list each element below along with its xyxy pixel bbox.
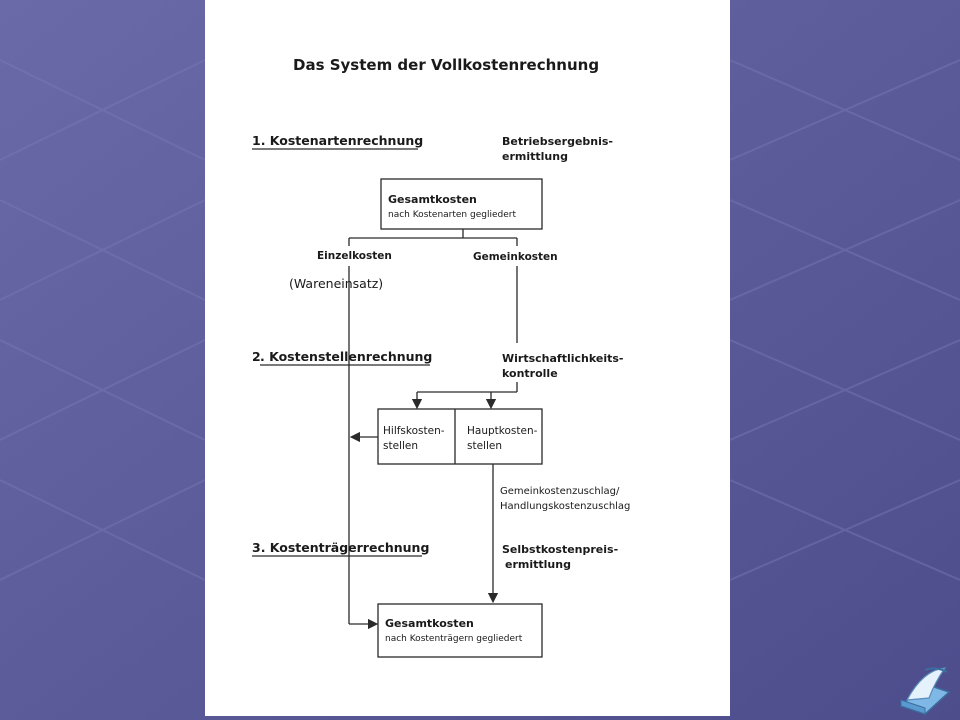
gemeinkosten-label: Gemeinkosten (473, 251, 558, 263)
betriebsergebnis-label-2: ermittlung (502, 150, 568, 163)
wirtschaftlichkeit-label-1: Wirtschaftlichkeits- (502, 352, 624, 365)
gesamtkosten-bottom-title: Gesamtkosten (385, 617, 474, 630)
gesamtkosten-top-title: Gesamtkosten (388, 193, 477, 206)
gesamtkosten-top-subtitle: nach Kostenarten gegliedert (388, 210, 516, 220)
section-1-label: 1. Kostenartenrechnung (252, 133, 424, 148)
zuschlag-label-1: Gemeinkostenzuschlag/ (500, 486, 620, 497)
wirtschaftlichkeit-label-2: kontrolle (502, 367, 558, 380)
selbstkosten-label-2: ermittlung (505, 558, 571, 571)
section-2-number: 2 (252, 349, 261, 364)
section-2-label: . Kostenstellenrechnung (260, 349, 433, 364)
hauptkostenstellen-label-1: Hauptkosten- (467, 425, 538, 437)
diagram-title: Das System der Vollkostenrechnung (293, 56, 600, 74)
gesamtkosten-kostentraeger-box (378, 604, 542, 657)
hauptkostenstellen-label-2: stellen (467, 440, 502, 452)
selbstkosten-label-1: Selbstkostenpreis- (502, 543, 619, 556)
section-3-label: 3. Kostenträgerrechnung (252, 540, 430, 555)
wareneinsatz-label: (Wareneinsatz) (289, 276, 384, 291)
hilfskostenstellen-label-1: Hilfskosten- (383, 425, 445, 437)
hilfskostenstellen-label-2: stellen (383, 440, 418, 452)
book-icon (895, 662, 953, 716)
document-page (205, 0, 730, 716)
betriebsergebnis-label-1: Betriebsergebnis- (502, 135, 613, 148)
cost-accounting-diagram (205, 0, 730, 716)
einzelkosten-label: Einzelkosten (317, 250, 392, 262)
zuschlag-label-2: Handlungskostenzuschlag (500, 501, 631, 512)
gesamtkosten-bottom-subtitle: nach Kostenträgern gegliedert (385, 634, 523, 644)
